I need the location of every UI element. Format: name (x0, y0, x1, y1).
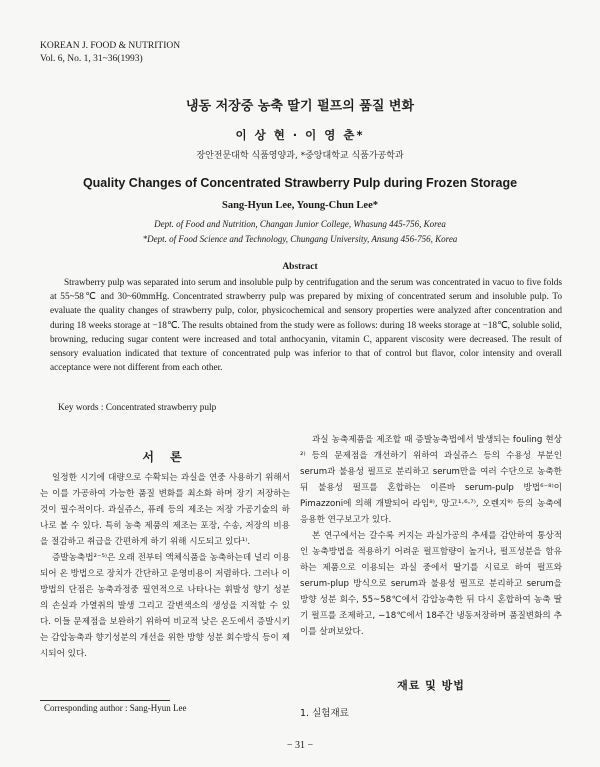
left-column (40, 470, 290, 662)
intro-paragraph-2: 증발농축법²⁻⁵⁾은 오래 전부터 액체식품을 농축하는데 널리 이용되어 온 방법으로 장치가 간단하고 운영비용이 저렴하다. 그러나 이 방법의 단점은 농축과정중 필연적으로 나타나는 휘발성 향기 성분의 손실과 가열취의 발생 그리고 갈변색소의 생성을 지적할 수 있다. 이들 문제점을 보완하기 위하여 비교적 낮은 온도에서 증발시키는 감압농축과 향기성분의 개선을 위한 방향 성분 회수방식 등이 제시되어 있다. (40, 553, 290, 659)
journal-volume: Vol. 6, No. 1, 31~36(1993) (40, 54, 143, 64)
right-paragraph-2: 본 연구에서는 갈수록 커지는 과실가공의 추세를 감안하여 통상적인 농축방법을 적용하기 어려운 펄프함량이 높거나, 펄프성분을 함유하는 제품으로 이용되는 과실 중에서 딸기를 시료로 하여 펄프와 serum-plup 방식으로 serum과 불용성 펄프로 분리하고 serum을 방향 성분 회수, 55~58℃에서 감압농축한 뒤 다시 혼합하여 농축 딸기 펄프를 조제하고, −18℃에서 18주간 냉동저장하며 품질변화의 추이를 살펴보았다. (300, 531, 562, 637)
korean-authors: 이 상 현 · 이 영 춘* (235, 128, 365, 142)
intro-paragraph-1: 일정한 시기에 대량으로 수확되는 과실을 연중 사용하기 위해서는 이를 가공하여 가능한 품질 변화를 최소화 하며 장기 저장하는 것이 필수적이다. 과실쥬스, 퓨레 등의 제조는 저장 가공기술의 하나로 볼 수 있다. 특히 농축 제품의 제조는 포장, 수송, 저장의 비용을 절감하고 취급을 간편하게 하기 위해 시도되고 있다¹⁾. (40, 473, 290, 547)
journal-header (40, 40, 180, 66)
abstract-text: Strawberry pulp was separated into serum and insoluble pulp by centrifugation and the serum was concentrated in vacuo to five folds at 55~58℃ and 30~60mmHg. Concentrated strawberry pulp was prepared by mixing of concentrated serum and insoluble pulp. To evaluate the quality changes of strawberry pulp, color, physicochemical and sensory properties were analyzed after concentration and during 18 weeks storage at −18℃. The results obtained from the study were as follows: during 18 weeks storage at −18℃, soluble solid, browning, reducing sugar content were increased and total anthocyanin, vitamin C, apparent viscosity were decreased. The result of sensory evaluation indicated that texture of concentrated pulp was inferior to that of control but flavor, color intensity and overall acceptance were not different from each other. (50, 278, 562, 374)
right-column (300, 432, 562, 640)
right-paragraph-1: 과실 농축제품을 제조할 때 증발농축법에서 발생되는 fouling 현상²⁾ 등의 문제점을 개선하기 위하여 과실쥬스 등의 수용성 부분인 serum과 불용성 펄프로 분리하고 serum만을 여러 수단으로 농축한 뒤 불용성 펄프를 혼합하는 이른바 serum-pulp 방법⁶⁻⁸⁾이 Pimazzoni에 의해 개발되어 라임⁸⁾, 망고¹·⁶·⁷⁾, 오렌지⁹⁾ 등의 농축에 응용한 연구보고가 있다. (300, 435, 562, 525)
abstract-heading: Abstract (282, 262, 318, 272)
english-authors: Sang-Hyun Lee, Young-Chun Lee* (222, 200, 378, 211)
journal-name: KOREAN J. FOOD & NUTRITION (40, 41, 181, 51)
corresponding-author: Corresponding author : Sang-Hyun Lee (44, 703, 187, 713)
korean-affiliation: 장안전문대학 식품영양과, *중앙대학교 식품가공학과 (196, 151, 404, 161)
introduction-heading: 서 론 (142, 450, 188, 464)
korean-title: 냉동 저장중 농축 딸기 펄프의 품질 변화 (185, 99, 415, 114)
page-number: − 31 − (286, 740, 314, 751)
abstract-body (50, 276, 562, 375)
english-affiliation-1: Dept. of Food and Nutrition, Changan Junior College, Whasung 445-756, Korea (154, 219, 446, 229)
subsection-heading: 1. 실험재료 (300, 708, 349, 719)
methods-heading: 재료 및 방법 (397, 679, 465, 692)
english-title: Quality Changes of Concentrated Strawberry Pulp during Frozen Storage (82, 176, 518, 190)
keywords: Key words : Concentrated strawberry pulp (58, 403, 217, 413)
english-affiliation-2: *Dept. of Food Science and Technology, Chungang University, Ansung 456-756, Korea (142, 234, 458, 244)
footnote-divider (40, 700, 170, 701)
